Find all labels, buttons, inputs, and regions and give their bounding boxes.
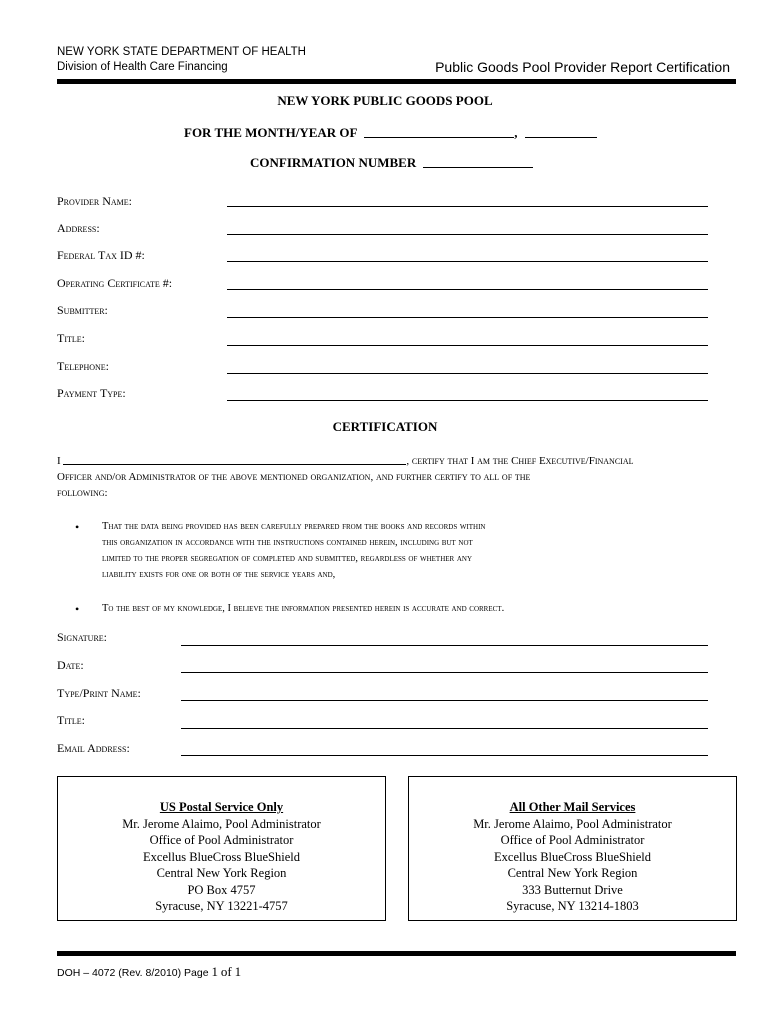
telephone-field[interactable] [227,373,708,374]
signer-title-label: Title: [57,713,85,727]
payment-type-label: Payment Type: [57,386,126,400]
signer-title-field[interactable] [181,728,708,729]
usps-address-line: Central New York Region [156,866,287,880]
bullet-icon: • [75,520,80,534]
header-rule [57,79,736,84]
provider-name-label: Provider Name: [57,194,133,208]
signature-label: Signature: [57,630,108,644]
confirmation-number-field[interactable] [423,167,533,168]
telephone-label: Telephone: [57,359,109,373]
bullet-2-line: To the best of my knowledge, I believe the information presented herein is accurate and correct. [102,603,505,614]
page-of: of [220,964,232,979]
provider-name-field[interactable] [227,206,708,207]
footer-rule [57,951,736,956]
form-title: NEW YORK PUBLIC GOODS POOL [277,93,493,108]
form-header-title: Public Goods Pool Provider Report Certification [435,59,730,75]
signature-field[interactable] [181,645,708,646]
usps-address-line: Office of Pool Administrator [149,833,294,847]
month-field[interactable] [364,137,514,138]
agency-header [57,45,306,75]
certification-intro-start: I [57,455,61,467]
confirmation-row [250,155,533,171]
certification-intro-line3: following: [57,487,108,499]
other-mail-address-line: Excellus BlueCross BlueShield [494,849,651,864]
certification-intro-rest: , certify that I am the Chief Executive/Financial [406,455,634,467]
usps-address-line: PO Box 4757 [187,882,256,897]
other-mail-heading: All Other Mail Services [509,800,636,814]
form-id: DOH – 4072 (Rev. 8/2010) Page [57,967,209,979]
usps-address-line: Mr. Jerome Alaimo, Pool Administrator [122,816,321,831]
bullet-icon: • [75,602,80,616]
operating-certificate-field[interactable] [227,289,708,290]
submitter-label: Submitter: [57,303,108,317]
other-mail-address-line: Office of Pool Administrator [500,833,645,847]
month-year-row: FOR THE MONTH/YEAR OF , [184,125,597,141]
email-label: Email Address: [57,741,130,755]
usps-address-line: Excellus BlueCross BlueShield [143,849,300,864]
address-label: Address: [57,221,100,235]
other-mail-address-line: Mr. Jerome Alaimo, Pool Administrator [473,816,672,831]
date-label: Date: [57,658,84,672]
bullet-1-line: That the data being provided has been carefully prepared from the books and records within [102,521,486,532]
agency-division: Division of Health Care Financing [57,61,228,73]
usps-address-line: Syracuse, NY 13221-4757 [155,899,288,913]
federal-tax-id-field[interactable] [227,261,708,262]
title-label: Title: [57,331,85,345]
usps-heading: US Postal Service Only [159,800,284,814]
bullet-1-line: limited to the proper segregation of completed and submitted, regardless of whether any [102,553,472,564]
submitter-field[interactable] [227,317,708,318]
other-mail-address-box [408,776,737,921]
usps-address-box [57,776,386,921]
print-name-label: Type/Print Name: [57,686,141,700]
certification-intro [57,453,737,501]
bullet-1-line: liability exists for one or both of the service years and, [102,569,336,580]
agency-name: NEW YORK STATE DEPARTMENT OF HEALTH [57,46,306,58]
federal-tax-id-label: Federal Tax ID #: [57,248,145,262]
confirmation-label: CONFIRMATION NUMBER [250,155,417,170]
address-field[interactable] [227,234,708,235]
email-field[interactable] [181,755,708,756]
certifier-name-field[interactable] [63,464,406,465]
title-field[interactable] [227,345,708,346]
year-field[interactable] [525,137,597,138]
other-mail-address-line: Central New York Region [507,866,638,880]
bullet-1-line: this organization in accordance with the instructions contained herein, including but not [102,537,473,548]
date-field[interactable] [181,672,708,673]
certification-intro-line2: Officer and/or Administrator of the above mentioned organization, and further certify to all of the [57,471,531,483]
footer [57,964,241,980]
month-year-label: FOR THE MONTH/YEAR OF [184,125,357,140]
other-mail-address-line: 333 Butternut Drive [522,882,623,897]
other-mail-address-line: Syracuse, NY 13214-1803 [506,899,639,913]
print-name-field[interactable] [181,700,708,701]
payment-type-field[interactable] [227,400,708,401]
page-current: 1 [211,964,218,979]
page-total: 1 [234,964,242,979]
operating-certificate-label: Operating Certificate #: [57,276,173,290]
certification-heading: CERTIFICATION [332,419,438,434]
